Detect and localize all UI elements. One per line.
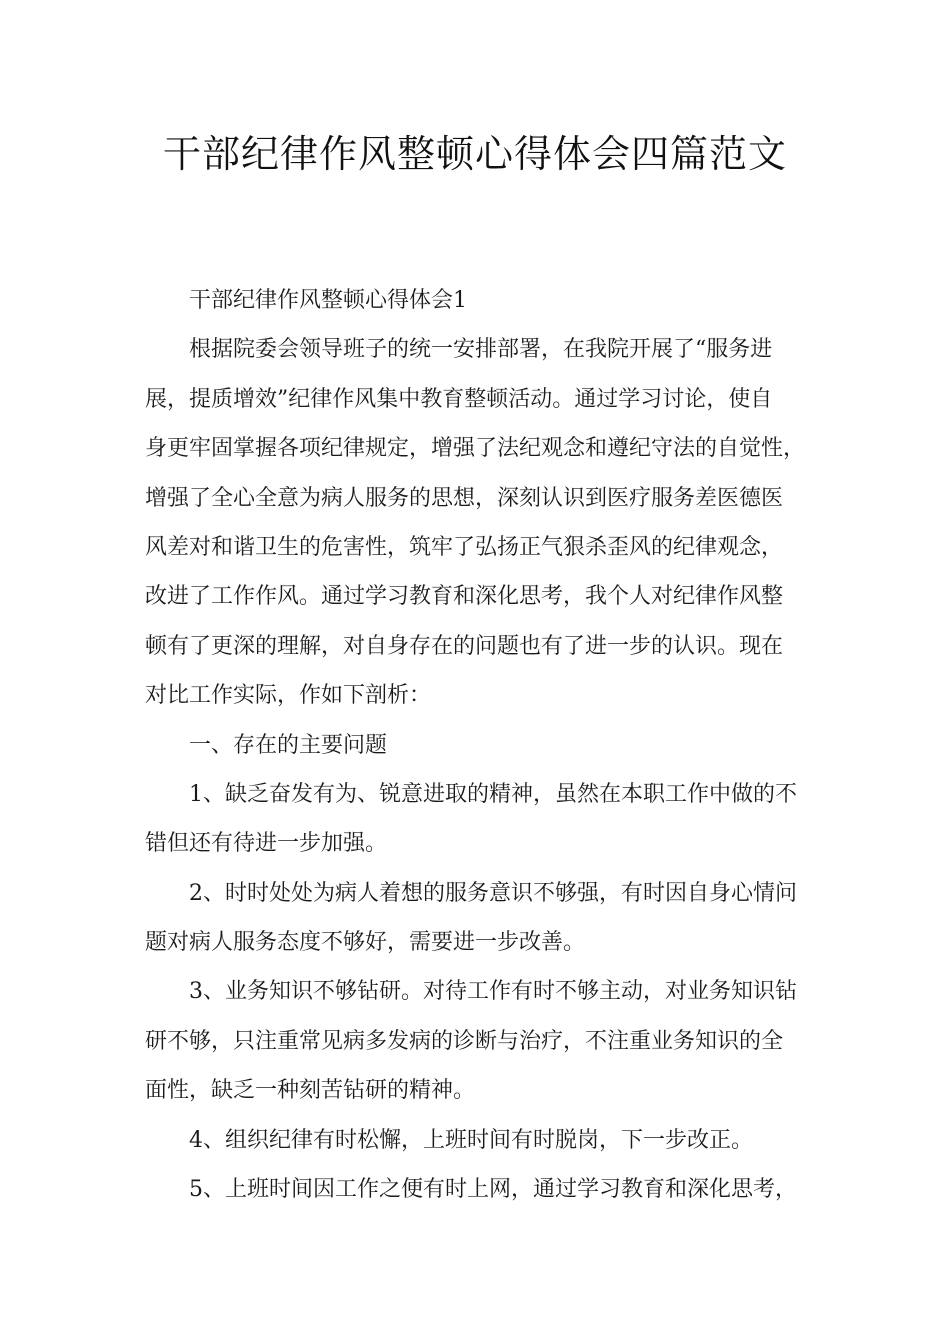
- text-line: 增强了全心全意为病人服务的思想，深刻认识到医疗服务差医德医: [145, 485, 784, 511]
- text-line: 错但还有待进一步加强。: [145, 831, 388, 857]
- text-line: 风差对和谐卫生的危害性，筑牢了弘扬正气狠杀歪风的纪律观念，: [145, 534, 784, 560]
- text-line: 一、存在的主要问题: [189, 732, 388, 758]
- text-line: 顿有了更深的理解，对自身存在的问题也有了进一步的认识。现在: [145, 633, 784, 659]
- document-body: [145, 276, 825, 1214]
- text-line: 5、上班时间因工作之便有时上网，通过学习教育和深化思考，: [189, 1177, 797, 1203]
- text-line: 3、业务知识不够钻研。对待工作有时不够主动，对业务知识钻: [189, 979, 797, 1005]
- text-line: 研不够，只注重常见病多发病的诊断与治疗，不注重业务知识的全: [145, 1028, 784, 1054]
- text-line: 面性，缺乏一种刻苦钻研的精神。: [145, 1078, 476, 1104]
- text-line: 4、组织纪律有时松懈，上班时间有时脱岗，下一步改正。: [189, 1127, 753, 1153]
- text-line: 根据院委会领导班子的统一安排部署，在我院开展了“服务进: [189, 337, 773, 363]
- text-line: 改进了工作作风。通过学习教育和深化思考，我个人对纪律作风整: [145, 584, 784, 610]
- text-line: 干部纪律作风整顿心得体会1: [189, 288, 467, 313]
- document-title: 干部纪律作风整顿心得体会四篇范文: [162, 132, 787, 176]
- text-line: 2、时时处处为病人着想的服务意识不够强，有时因自身心情问: [189, 880, 797, 906]
- text-line: 展，提质增效”纪律作风集中教育整顿活动。通过学习讨论，使自: [145, 386, 773, 412]
- text-line: 身更牢固掌握各项纪律规定，增强了法纪观念和遵纪守法的自觉性，: [145, 436, 806, 462]
- text-line: 对比工作实际，作如下剖析：: [145, 683, 432, 709]
- text-line: 题对病人服务态度不够好，需要进一步改善。: [145, 930, 586, 956]
- text-line: 1、缺乏奋发有为、锐意进取的精神，虽然在本职工作中做的不: [189, 781, 797, 807]
